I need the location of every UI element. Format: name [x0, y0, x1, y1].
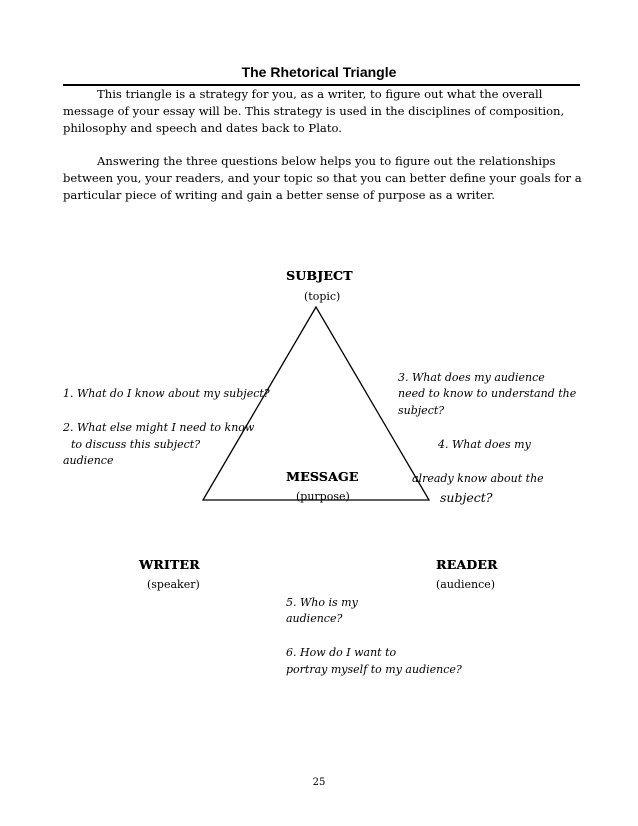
- question-3-line-2: need to know to understand the: [398, 387, 577, 400]
- subject-label: SUBJECT: [286, 268, 353, 283]
- question-3-line-1: 3. What does my audience: [398, 371, 545, 384]
- question-4-line-2: already know about the: [412, 472, 544, 485]
- reader-label: READER: [436, 557, 498, 572]
- question-6-line-2: portray myself to my audience?: [286, 663, 462, 676]
- question-5-line-2: audience?: [286, 612, 343, 625]
- question-6-line-1: 6. How do I want to: [286, 646, 397, 659]
- intro-paragraph: This triangle is a strategy for you, as a writer, to figure out what the overall message of your essay will be. This strategy is used in the disciplines of composition, philosophy and speech and dates back to Plato.: [63, 87, 565, 135]
- message-label: MESSAGE: [286, 469, 359, 484]
- reader-sublabel: (audience): [436, 578, 496, 591]
- page-number: 25: [312, 777, 326, 788]
- question-3-line-3: subject?: [398, 404, 445, 417]
- writer-sublabel: (speaker): [147, 578, 200, 591]
- message-sublabel: (purpose): [296, 490, 350, 503]
- question-4-line-1: 4. What does my: [438, 438, 531, 451]
- writer-label: WRITER: [139, 557, 200, 572]
- question-2-line-1: 2. What else might I need to know: [63, 421, 255, 434]
- question-2-line-2: to discuss this subject?: [71, 438, 201, 451]
- question-4-line-3: subject?: [440, 490, 493, 505]
- question-5-line-1: 5. Who is my: [286, 596, 358, 609]
- subject-sublabel: (topic): [304, 290, 341, 303]
- question-1: 1. What do I know about my subject?: [63, 387, 270, 400]
- question-2-line-3: audience: [63, 454, 114, 467]
- document-title: The Rhetorical Triangle: [241, 64, 397, 80]
- instructions-paragraph: Answering the three questions below helps you to figure out the relationships between you, your readers, and your topic so that you can better define your goals for a particular piece of writing and gain a better sense of purpose as a writer.: [63, 154, 582, 202]
